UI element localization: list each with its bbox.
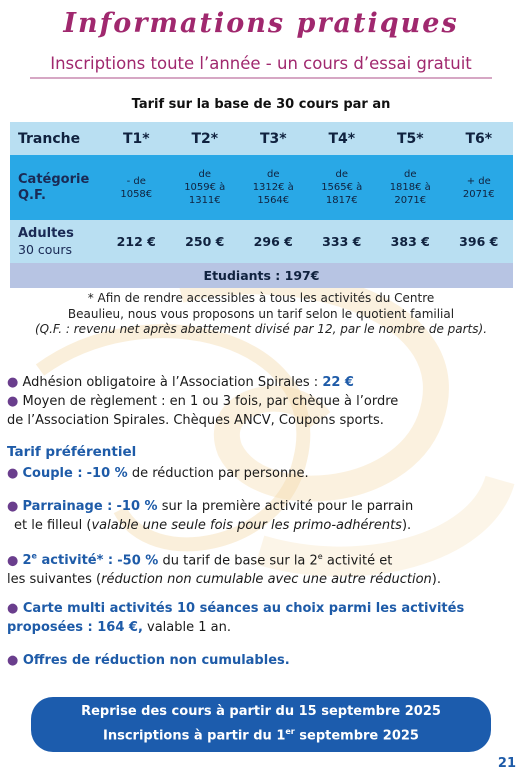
parrainage-value: -10 % xyxy=(116,499,158,514)
page-number: 21 xyxy=(497,756,516,771)
price-cell: 333 € xyxy=(322,234,362,249)
couple-value: -10 % xyxy=(86,466,128,481)
parrainage-label: Parrainage : xyxy=(22,499,113,514)
payment-text: Moyen de règlement : en 1 ou 3 fois, par chèque à l’ordre xyxy=(22,394,399,409)
tranche-cell: T2* xyxy=(191,130,219,147)
category-line: 1565€ à xyxy=(321,182,363,193)
category-line: de xyxy=(198,169,211,180)
second-text-end: activité et xyxy=(322,553,393,569)
second-end: ). xyxy=(431,572,441,588)
category-label-line: Catégorie xyxy=(18,171,90,187)
adults-label-text: Adultes xyxy=(18,225,74,241)
banner-line2-post: septembre 2025 xyxy=(294,728,419,744)
offers-text: Offres de réduction non cumulables. xyxy=(22,653,290,668)
category-line: 2071€ xyxy=(462,188,495,200)
bullet-icon: ● xyxy=(7,499,19,514)
category-line: 1564€ xyxy=(257,195,290,206)
category-cell xyxy=(171,168,240,207)
dates-banner xyxy=(31,697,491,752)
multi-line1: Carte multi activités 10 séances au choix parmi les activités xyxy=(22,601,465,616)
footnote-line: * Afin de rendre accessibles à tous les activités du Centre xyxy=(87,291,435,305)
tranche-cell: T3* xyxy=(259,130,287,147)
parrainage-line2: et le filleul ( xyxy=(14,518,92,533)
category-label xyxy=(10,172,102,204)
couple-label: Couple : xyxy=(22,466,83,481)
bullet-icon: ● xyxy=(7,601,19,616)
category-cell xyxy=(239,168,308,207)
general-info xyxy=(7,373,513,430)
offers-item xyxy=(7,651,513,670)
preferential-title: Tarif préférentiel xyxy=(7,444,137,460)
category-cell xyxy=(445,175,514,201)
second-italic: réduction non cumulable avec une autre réduction xyxy=(101,572,432,588)
category-cell xyxy=(102,175,171,201)
category-line: 1059€ à xyxy=(184,182,226,193)
footnote-line: Beaulieu, nous vous proposons un tarif selon le quotient familial xyxy=(67,306,455,321)
tranche-cell: T4* xyxy=(328,130,356,147)
parrainage-italic: valable une seule fois pour les primo-adhérents xyxy=(91,518,402,533)
second-value: -50 % xyxy=(117,553,159,569)
second-text: du tarif de base sur la 2 xyxy=(162,553,318,569)
adults-label xyxy=(10,226,102,258)
category-line: - de xyxy=(126,175,146,187)
banner-line2-pre: Inscriptions à partir du 1 xyxy=(103,728,286,744)
page-subtitle: Inscriptions toute l’année - un cours d’essai gratuit xyxy=(30,54,492,79)
adhesion-text: Adhésion obligatoire à l’Association Spirales : xyxy=(22,375,319,390)
second-activity-item xyxy=(7,547,513,589)
tranche-label: Tranche xyxy=(18,130,81,147)
tranche-cell: T6* xyxy=(465,130,493,147)
price-cell: 383 € xyxy=(390,234,430,249)
category-label-line: Q.F. xyxy=(18,187,46,203)
category-line: 1312€ à xyxy=(252,182,294,193)
category-line: de xyxy=(267,169,280,180)
price-cell: 212 € xyxy=(116,234,156,249)
parrainage-end: ). xyxy=(401,518,412,533)
page-title: Informations pratiques xyxy=(63,8,459,39)
category-line: 2071€ xyxy=(394,195,427,206)
multi-card-item xyxy=(7,599,513,637)
second-line2: les suivantes ( xyxy=(7,572,102,588)
bullet-icon: ● xyxy=(7,394,19,409)
bullet-icon: ● xyxy=(7,375,19,390)
couple-item xyxy=(7,464,513,483)
payment-item xyxy=(7,392,513,411)
second-label-sup: e xyxy=(31,552,37,561)
couple-text: de réduction par personne. xyxy=(131,466,309,481)
category-line: de xyxy=(335,169,348,180)
adhesion-item xyxy=(7,373,513,392)
adhesion-price: 22 € xyxy=(322,375,354,390)
category-line: + de xyxy=(466,175,491,187)
preferential-section xyxy=(7,443,513,483)
adults-sub-label: 30 cours xyxy=(18,241,72,257)
category-line: 1817€ xyxy=(325,195,358,206)
category-line: de xyxy=(404,169,417,180)
price-cell: 396 € xyxy=(459,234,499,249)
tarif-table xyxy=(10,122,513,288)
multi-line2: proposées : 164 €, xyxy=(7,620,143,635)
payment-text-line2: de l’Association Spirales. Chèques ANCV, Coupons sports. xyxy=(7,413,384,428)
multi-end: valable 1 an. xyxy=(142,620,231,635)
category-line: 1058€ xyxy=(120,188,153,200)
adults-row xyxy=(10,220,513,263)
bullet-icon: ● xyxy=(7,466,19,481)
table-header-row xyxy=(10,122,513,155)
price-cell: 296 € xyxy=(253,234,293,249)
students-row: Etudiants : 197€ xyxy=(10,263,513,288)
bullet-icon: ● xyxy=(7,653,19,668)
footnote xyxy=(12,291,510,338)
table-caption: Tarif sur la base de 30 cours par an xyxy=(131,97,391,112)
tranche-cell: T1* xyxy=(122,130,150,147)
second-label-post: activité* : xyxy=(36,553,114,569)
bullet-icon: ● xyxy=(7,553,19,569)
category-row xyxy=(10,155,513,220)
category-cell xyxy=(376,168,445,207)
price-cell: 250 € xyxy=(185,234,225,249)
category-line: 1311€ xyxy=(188,195,221,206)
second-label-pre: 2 xyxy=(22,553,32,569)
parrainage-text: sur la première activité pour le parrain xyxy=(161,499,414,514)
banner-line2-sup: er xyxy=(285,727,295,737)
category-cell xyxy=(308,168,377,207)
banner-line1: Reprise des cours à partir du 15 septembre 2025 xyxy=(81,704,441,720)
second-text-sup: e xyxy=(317,552,323,561)
tranche-cell: T5* xyxy=(396,130,424,147)
category-line: 1818€ à xyxy=(389,182,431,193)
footnote-italic-line: (Q.F. : revenu net après abattement divisé par 12, par le nombre de parts). xyxy=(34,322,488,336)
parrainage-item xyxy=(7,497,513,535)
